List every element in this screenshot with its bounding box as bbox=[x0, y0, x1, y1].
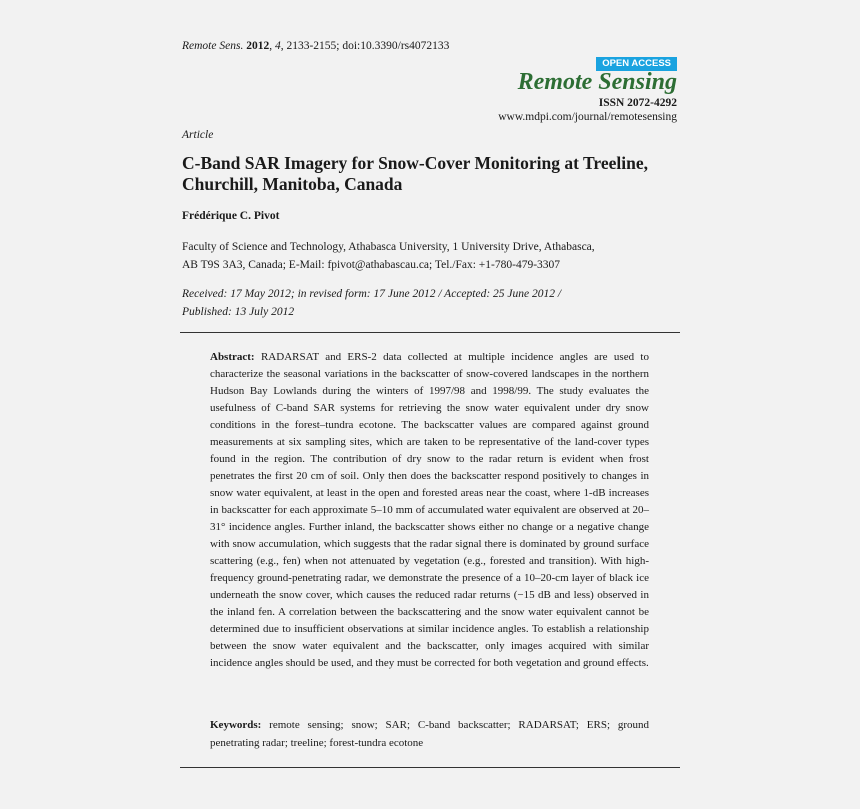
article-type: Article bbox=[182, 129, 214, 141]
keywords-text: remote sensing; snow; SAR; C-band backscatter; RADARSAT; ERS; ground penetrating radar; treeline; forest-tundra ecotone bbox=[210, 719, 649, 749]
abstract-label: Abstract: bbox=[210, 351, 255, 363]
author-name: Frédérique C. Pivot bbox=[182, 210, 280, 222]
publication-dates bbox=[182, 285, 682, 321]
open-access-badge: OPEN ACCESS bbox=[596, 57, 677, 71]
dates-line-1: Received: 17 May 2012; in revised form: 17 June 2012 / Accepted: 25 June 2012 / bbox=[182, 288, 562, 300]
journal-issn: ISSN 2072-4292 bbox=[598, 97, 677, 109]
citation-line: Remote Sens. 2012, 4, 2133-2155; doi:10.3390/rs4072133 bbox=[182, 40, 450, 52]
abstract-text: RADARSAT and ERS-2 data collected at multiple incidence angles are used to characterize the seasonal variations in the backscatter of snow-covered landscapes in the northern Hudson Bay Lowlands during the winters of 1997/98 and 1998/99. The study evaluates the usefulness of C-band SAR systems for retrieving the snow water equivalent under dry snow conditions in the forest–tundra ecotone. The backscatter values are compared against ground measurements at six sampling sites, which are taken to be representative of the land-cover types found in the region. The contribution of dry snow to the radar return is evident when frost penetrates the first 20 cm of soil. Only then does the backscatter respond positively to changes in snow water equivalent, at least in the open and forested areas near the coast, where 1-dB increases in backscatter for each approximate 5–10 mm of accumulated water equivalent are observed at 20–31° incidence angles. Further inland, the backscatter shows either no change or a negative change with snow accumulation, which suggests that the radar signal there is dominated by ground surface scattering (e.g., fen) when not attenuated by vegetation (e.g., forested and transition). With high-frequency ground-penetrating radar, we demonstrate the presence of a 10–20-cm layer of black ice underneath the snow cover, which causes the reduced radar returns (−15 dB and less) observed in the inland fen. A correlation between the backscattering and the snow water equivalent cannot be determined due to insufficient observations at similar incidence angles. To establish a relationship between the snow water equivalent and the backscatter, only images acquired with similar incidence angles should be used, and they must be corrected for both vegetation and ground effects. bbox=[210, 351, 649, 669]
journal-name: Remote Sensing bbox=[517, 69, 677, 95]
journal-url[interactable]: www.mdpi.com/journal/remotesensing bbox=[498, 111, 677, 123]
keywords-label: Keywords: bbox=[210, 719, 262, 731]
citation-volume: 4 bbox=[274, 40, 281, 52]
citation-pages: 2133-2155; doi:10.3390/rs4072133 bbox=[286, 40, 450, 52]
affiliation-line-1: Faculty of Science and Technology, Athabasca University, 1 University Drive, Athabasca, bbox=[182, 241, 595, 253]
affiliation-line-2: AB T9S 3A3, Canada; E-Mail: fpivot@athabascau.ca; Tel./Fax: +1-780-479-3307 bbox=[182, 259, 561, 271]
article-title: C-Band SAR Imagery for Snow-Cover Monitoring at Treeline, Churchill, Manitoba, Canada bbox=[182, 153, 648, 194]
keywords-block bbox=[210, 717, 649, 752]
bottom-divider bbox=[180, 767, 680, 768]
top-divider bbox=[180, 332, 680, 333]
citation-year: 2012 bbox=[246, 40, 270, 52]
citation-journal: Remote Sens. bbox=[182, 40, 244, 52]
author-affiliation bbox=[182, 238, 682, 274]
abstract-block bbox=[210, 349, 649, 672]
dates-line-2: Published: 13 July 2012 bbox=[182, 306, 295, 318]
